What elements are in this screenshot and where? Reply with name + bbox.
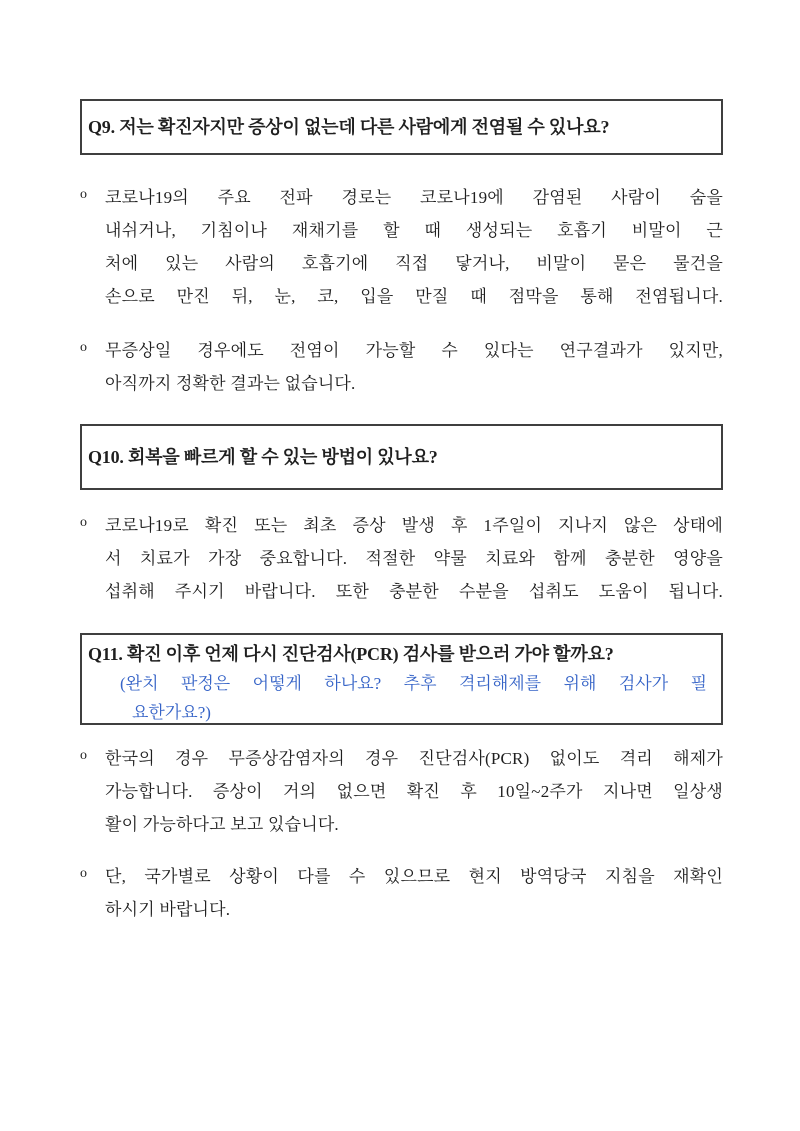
answer-line: 활이 가능하다고 보고 있습니다. [105,815,339,834]
answer-line: 코로나19의 주요 전파 경로는 코로나19에 감염된 사람이 숨을 [105,188,723,207]
answer-lines [105,860,723,926]
bullet-marker: o [80,748,87,763]
question-box-q9 [80,99,723,155]
question-box-q11 [80,633,723,725]
question-subtitle-q11-line1: (완치 판정은 어떻게 하나요? 추후 격리해제를 위해 검사가 필 [120,674,707,693]
question-title-q10: Q10. 회복을 빠르게 할 수 있는 방법이 있나요? [88,446,438,467]
answer-paragraph-q11-1 [78,742,723,841]
bullet-marker: o [80,340,87,355]
answer-line: 처에 있는 사람의 호흡기에 직접 닿거나, 비말이 묻은 물건을 [105,254,723,273]
answer-line: 내쉬거나, 기침이나 재채기를 할 때 생성되는 호흡기 비말이 근 [105,221,723,240]
answer-line: 한국의 경우 무증상감염자의 경우 진단검사(PCR) 없이도 격리 해제가 [105,749,723,768]
answer-lines [105,334,723,400]
question-title-q9: Q9. 저는 확진자지만 증상이 없는데 다른 사람에게 전염될 수 있나요? [88,116,610,137]
bullet-marker: o [80,515,87,530]
answer-lines [105,742,723,841]
answer-line: 아직까지 정확한 결과는 없습니다. [105,374,356,393]
answer-paragraph-q11-2 [78,860,723,926]
answer-line: 하시기 바랍니다. [105,900,231,919]
bullet-marker: o [80,866,87,881]
question-title-q11: Q11. 확진 이후 언제 다시 진단검사(PCR) 검사를 받으러 가야 할까요? [88,644,614,664]
question-box-q10 [80,424,723,490]
answer-line: 무증상일 경우에도 전염이 가능할 수 있다는 연구결과가 있지만, [105,341,723,360]
answer-line: 서 치료가 가장 중요합니다. 적절한 약물 치료와 함께 충분한 영양을 [105,549,723,568]
bullet-marker: o [80,187,87,202]
answer-lines [105,509,723,608]
answer-line: 가능합니다. 증상이 거의 없으면 확진 후 10일~2주가 지나면 일상생 [105,782,723,801]
answer-line: 손으로 만진 뒤, 눈, 코, 입을 만질 때 점막을 통해 전염됩니다. [105,287,723,306]
answer-line: 섭취해 주시기 바랍니다. 또한 충분한 수분을 섭취도 도움이 됩니다. [105,582,723,601]
answer-line: 코로나19로 확진 또는 최초 증상 발생 후 1주일이 지나지 않은 상태에 [105,516,723,535]
answer-line: 단, 국가별로 상황이 다를 수 있으므로 현지 방역당국 지침을 재확인 [105,867,723,886]
answer-lines [105,181,723,313]
answer-paragraph-q9-1 [78,181,723,313]
question-subtitle-q11-line2: 요한가요?) [132,703,211,722]
answer-paragraph-q10-1 [78,509,723,608]
answer-paragraph-q9-2 [78,334,723,400]
